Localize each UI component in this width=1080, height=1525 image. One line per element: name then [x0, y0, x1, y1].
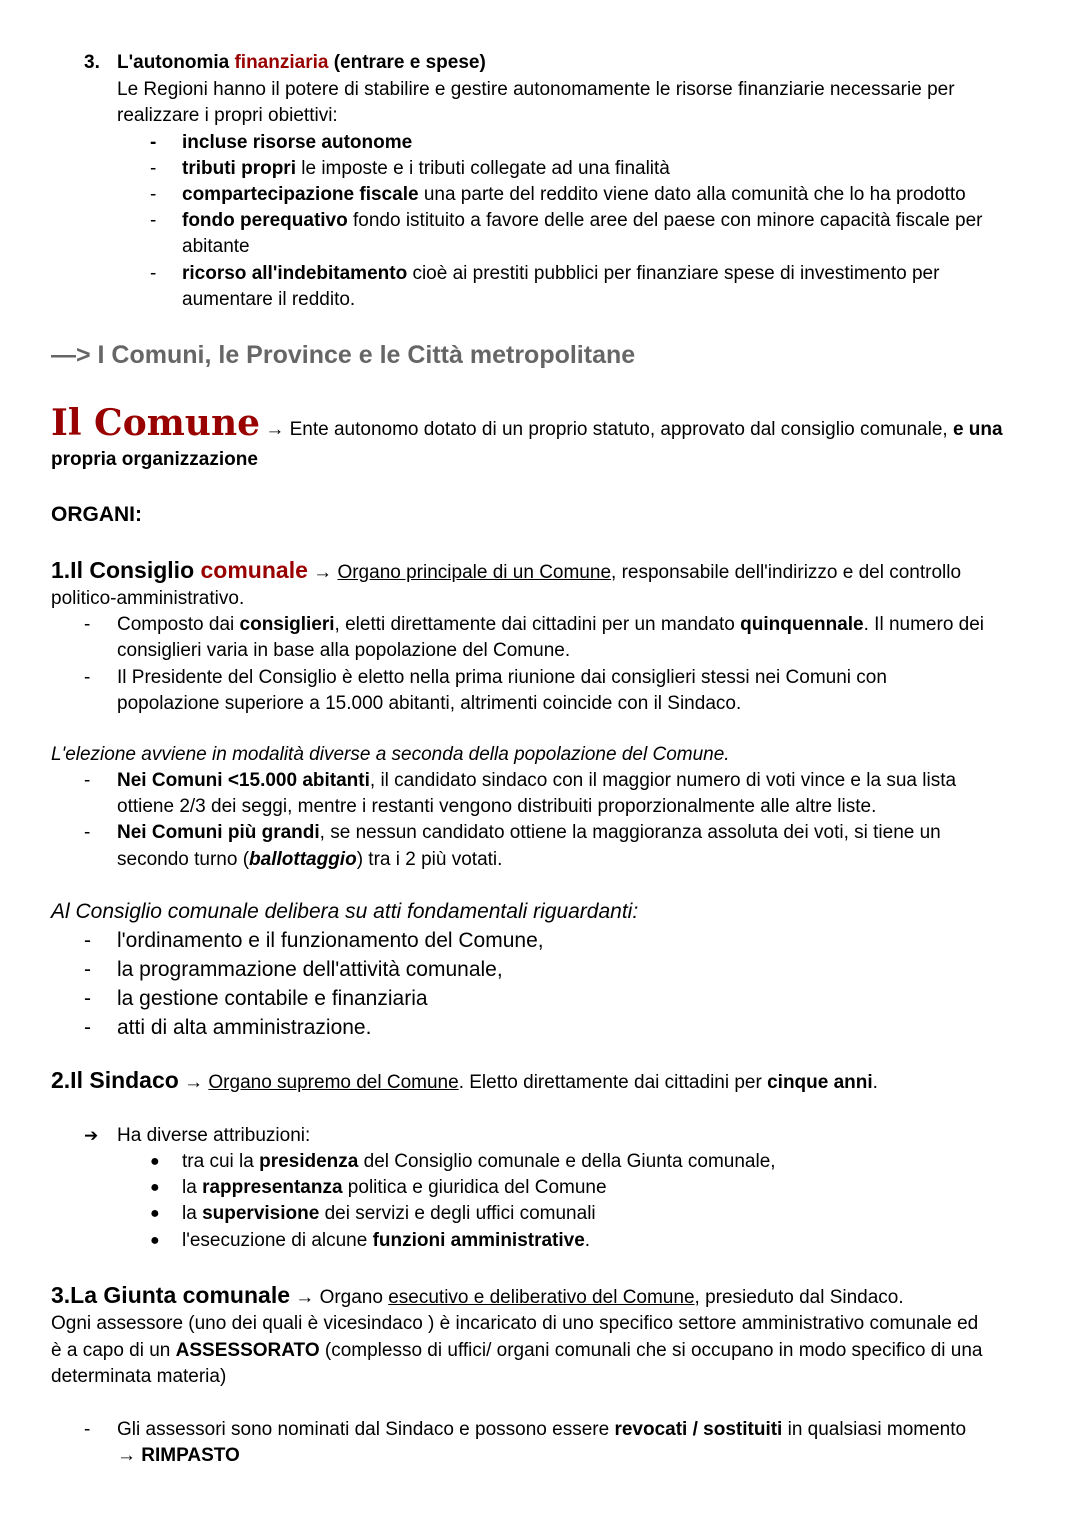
- list-item-continuation: consiglieri varia in base alla popolazione del Comune.: [117, 640, 571, 661]
- heading-text: L'autonomia: [117, 52, 235, 73]
- bullet-icon: ●: [150, 1179, 160, 1196]
- section-title: —> I Comuni, le Province e le Città metropolitane: [51, 341, 636, 369]
- dash-icon: -: [84, 667, 91, 688]
- delibera-intro: Al Consiglio comunale delibera su atti fondamentali riguardanti:: [51, 900, 639, 923]
- dash-icon: -: [84, 822, 91, 843]
- bullet-icon: ●: [150, 1205, 160, 1222]
- list-item: Il Presidente del Consiglio è eletto nella prima riunione dai consiglieri stessi nei Comuni con: [117, 667, 887, 688]
- list-number: 3.: [84, 52, 100, 73]
- arrow-icon: →: [307, 562, 338, 583]
- arrow-bullet-icon: ➔: [84, 1126, 99, 1145]
- list-item: Nei Comuni più grandi, se nessun candidato ottiene la maggioranza assoluta dei voti, si tiene un: [117, 822, 941, 843]
- list-item: la supervisione dei servizi e degli uffici comunali: [182, 1203, 596, 1224]
- dash-icon: -: [150, 263, 157, 284]
- list-item: Composto dai consiglieri, eletti direttamente dai cittadini per un mandato quinquennale. Il numero dei: [117, 614, 985, 635]
- comune-title: Il Comune: [51, 402, 261, 444]
- list-item: compartecipazione fiscale una parte del reddito viene dato alla comunità che lo ha prodotto: [182, 184, 966, 205]
- giunta-paragraph-line3: determinata materia): [51, 1366, 227, 1387]
- list-item: tributi propri le imposte e i tributi collegate ad una finalità: [182, 158, 670, 179]
- dash-icon: -: [150, 210, 157, 231]
- arrow-icon: →: [290, 1287, 320, 1308]
- list-item: Nei Comuni <15.000 abitanti, il candidato sindaco con il maggior numero di voti vince e la sua lista: [117, 770, 957, 791]
- consiglio-heading: 1.Il Consiglio comunale → Organo principale di un Comune, responsabile dell'indirizzo e del controllo: [51, 557, 962, 583]
- arrow-icon: →: [178, 1072, 209, 1093]
- dash-icon: -: [84, 987, 91, 1010]
- dash-icon: -: [150, 158, 157, 179]
- arrow-icon: →: [117, 1445, 142, 1466]
- list-item: ricorso all'indebitamento cioè ai prestiti pubblici per finanziare spese di investimento per: [182, 263, 940, 284]
- giunta-heading: 3.La Giunta comunale → Organo esecutivo e deliberativo del Comune, presieduto dal Sindaco.: [51, 1282, 904, 1308]
- list-item: incluse risorse autonome: [182, 132, 413, 153]
- giunta-paragraph-line2: è a capo di un ASSESSORATO (complesso di uffici/ organi comunali che si occupano in modo specifico di una: [51, 1340, 983, 1361]
- sindaco-heading: 2.Il Sindaco → Organo supremo del Comune. Eletto direttamente dai cittadini per cinque anni.: [51, 1067, 878, 1093]
- bullet-icon: ●: [150, 1153, 160, 1170]
- comune-definition: Il Comune → Ente autonomo dotato di un proprio statuto, approvato dal consiglio comunale, e una: [51, 402, 1003, 444]
- consiglio-def-cont: politico-amministrativo.: [51, 588, 245, 609]
- list-item: la rappresentanza politica e giuridica del Comune: [182, 1177, 607, 1198]
- comune-definition-cont: propria organizzazione: [51, 449, 258, 470]
- list-item: atti di alta amministrazione.: [117, 1016, 372, 1039]
- list-item-continuation: secondo turno (ballottaggio) tra i 2 più votati.: [117, 849, 503, 870]
- organi-label: ORGANI:: [51, 503, 142, 526]
- dash-icon: -: [84, 958, 91, 981]
- list-item: l'ordinamento e il funzionamento del Comune,: [117, 929, 544, 952]
- list-item-continuation: → RIMPASTO: [117, 1445, 240, 1466]
- list-item: la gestione contabile e finanziaria: [117, 987, 428, 1010]
- autonomia-heading: [117, 50, 486, 76]
- giunta-paragraph-line1: Ogni assessore (uno dei quali è vicesindaco ) è incaricato di uno specifico settore amministrativo comunale ed: [51, 1313, 979, 1334]
- dash-icon: -: [84, 770, 91, 791]
- heading-accent: finanziaria: [234, 52, 329, 73]
- dash-icon: -: [84, 614, 91, 635]
- list-item: l'esecuzione di alcune funzioni amministrative.: [182, 1230, 591, 1251]
- list-item: la programmazione dell'attività comunale,: [117, 958, 503, 981]
- list-item: fondo perequativo fondo istituito a favore delle aree del paese con minore capacità fiscale per: [182, 210, 983, 231]
- elezione-intro: L'elezione avviene in modalità diverse a seconda della popolazione del Comune.: [51, 744, 730, 765]
- list-item-continuation: popolazione superiore a 15.000 abitanti, altrimenti coincide con il Sindaco.: [117, 693, 742, 714]
- autonomia-intro-line1: Le Regioni hanno il potere di stabilire e gestire autonomamente le risorse finanziarie necessarie per: [117, 79, 955, 100]
- list-item: tra cui la presidenza del Consiglio comunale e della Giunta comunale,: [182, 1151, 776, 1172]
- dash-icon: -: [84, 929, 91, 952]
- list-item-continuation: ottiene 2/3 dei seggi, mentre i restanti vengono distribuiti proporzionalmente alle altre liste.: [117, 796, 877, 817]
- dash-icon: -: [84, 1016, 91, 1039]
- autonomia-intro-line2: realizzare i propri obiettivi:: [117, 105, 338, 126]
- heading-suffix: (entrare e spese): [328, 52, 486, 73]
- dash-icon: -: [84, 1419, 91, 1440]
- bullet-icon: ●: [150, 1232, 160, 1249]
- list-item: Gli assessori sono nominati dal Sindaco e possono essere revocati / sostituiti in qualsiasi momento: [117, 1419, 967, 1440]
- dash-icon: -: [150, 132, 157, 153]
- arrow-icon: →: [260, 419, 290, 440]
- attribuzioni-intro: Ha diverse attribuzioni:: [117, 1125, 311, 1146]
- list-item-continuation: aumentare il reddito.: [182, 289, 356, 310]
- list-item-continuation: abitante: [182, 236, 250, 257]
- dash-icon: -: [150, 184, 157, 205]
